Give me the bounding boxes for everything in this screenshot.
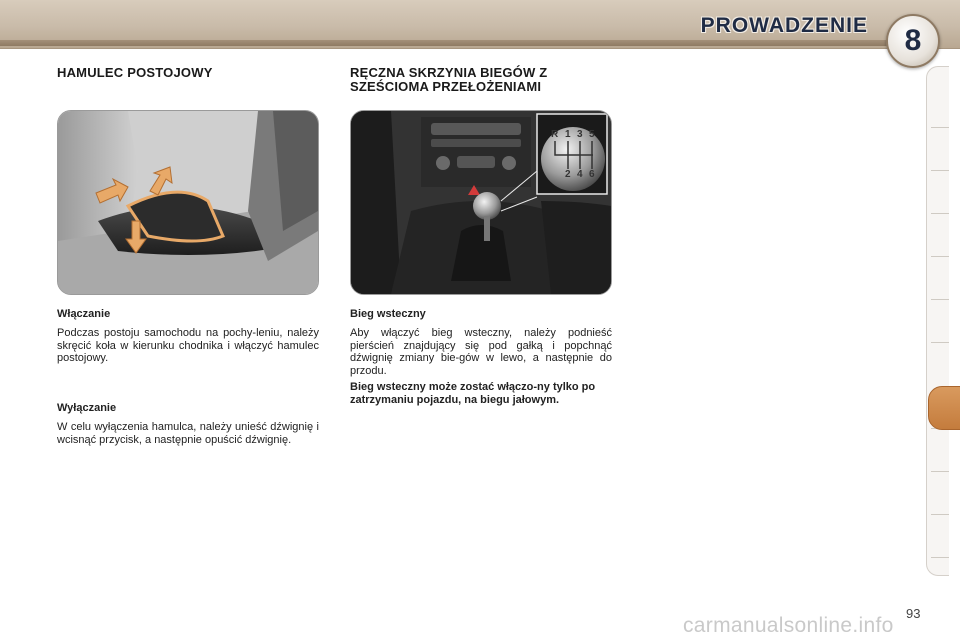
tab-divider	[931, 557, 949, 558]
tab-divider	[931, 471, 949, 472]
tab-divider	[931, 170, 949, 171]
tab-divider	[931, 514, 949, 515]
chapter-tabs	[926, 66, 949, 576]
release-title: Wyłączanie	[57, 402, 117, 414]
engage-title: Włączanie	[57, 308, 111, 320]
tab-divider	[931, 256, 949, 257]
chapter-title: PROWADZENIE	[700, 14, 868, 37]
chapter-tab-active[interactable]	[928, 386, 960, 430]
reverse-gear-text: Aby włączyć bieg wsteczny, należy podnieść pierścień znajdujący się pod gałką i popchnąć dźwignię zmiany bie-gów w lewo, a następnie do przodu.	[350, 327, 612, 377]
chapter-header	[0, 0, 960, 49]
tab-divider	[931, 213, 949, 214]
tab-divider	[931, 299, 949, 300]
chapter-number-badge: 8	[886, 14, 940, 68]
gearbox-heading: RĘCZNA SKRZYNIA BIEGÓW Z SZEŚCIOMA PRZEŁOŻENIAMI	[350, 65, 548, 94]
gear-label: R	[551, 129, 559, 140]
header-stripe	[0, 40, 895, 46]
parking-brake-heading: HAMULEC POSTOJOWY	[57, 65, 213, 80]
parking-brake-column	[57, 65, 319, 446]
reverse-gear-section	[350, 308, 612, 406]
release-section	[57, 402, 319, 446]
gear-label: 3	[577, 129, 583, 140]
gear-label: 2	[565, 169, 571, 180]
gear-label: 5	[589, 129, 595, 140]
watermark: carmanualsonline.info	[683, 614, 894, 637]
tab-divider	[931, 342, 949, 343]
page-number: 93	[906, 606, 921, 621]
gearbox-illustration	[350, 110, 612, 295]
release-text: W celu wyłączenia hamulca, należy unieść dźwignię i wcisnąć przycisk, a następnie opuścić dźwignię.	[57, 421, 319, 446]
gear-label: 6	[589, 169, 595, 180]
parking-brake-illustration	[57, 110, 319, 295]
gearbox-column	[350, 65, 612, 406]
engage-section	[57, 308, 319, 365]
reverse-gear-title: Bieg wsteczny	[350, 308, 426, 320]
tab-divider	[931, 127, 949, 128]
engage-text: Podczas postoju samochodu na pochy-leniu, należy skręcić koła w kierunku chodnika i włączyć hamulec postojowy.	[57, 327, 319, 364]
gear-label: 4	[577, 169, 583, 180]
reverse-gear-note: Bieg wsteczny może zostać włączo-ny tylko po zatrzymaniu pojazdu, na biegu jałowym.	[350, 381, 596, 406]
gear-label: 1	[565, 129, 571, 140]
